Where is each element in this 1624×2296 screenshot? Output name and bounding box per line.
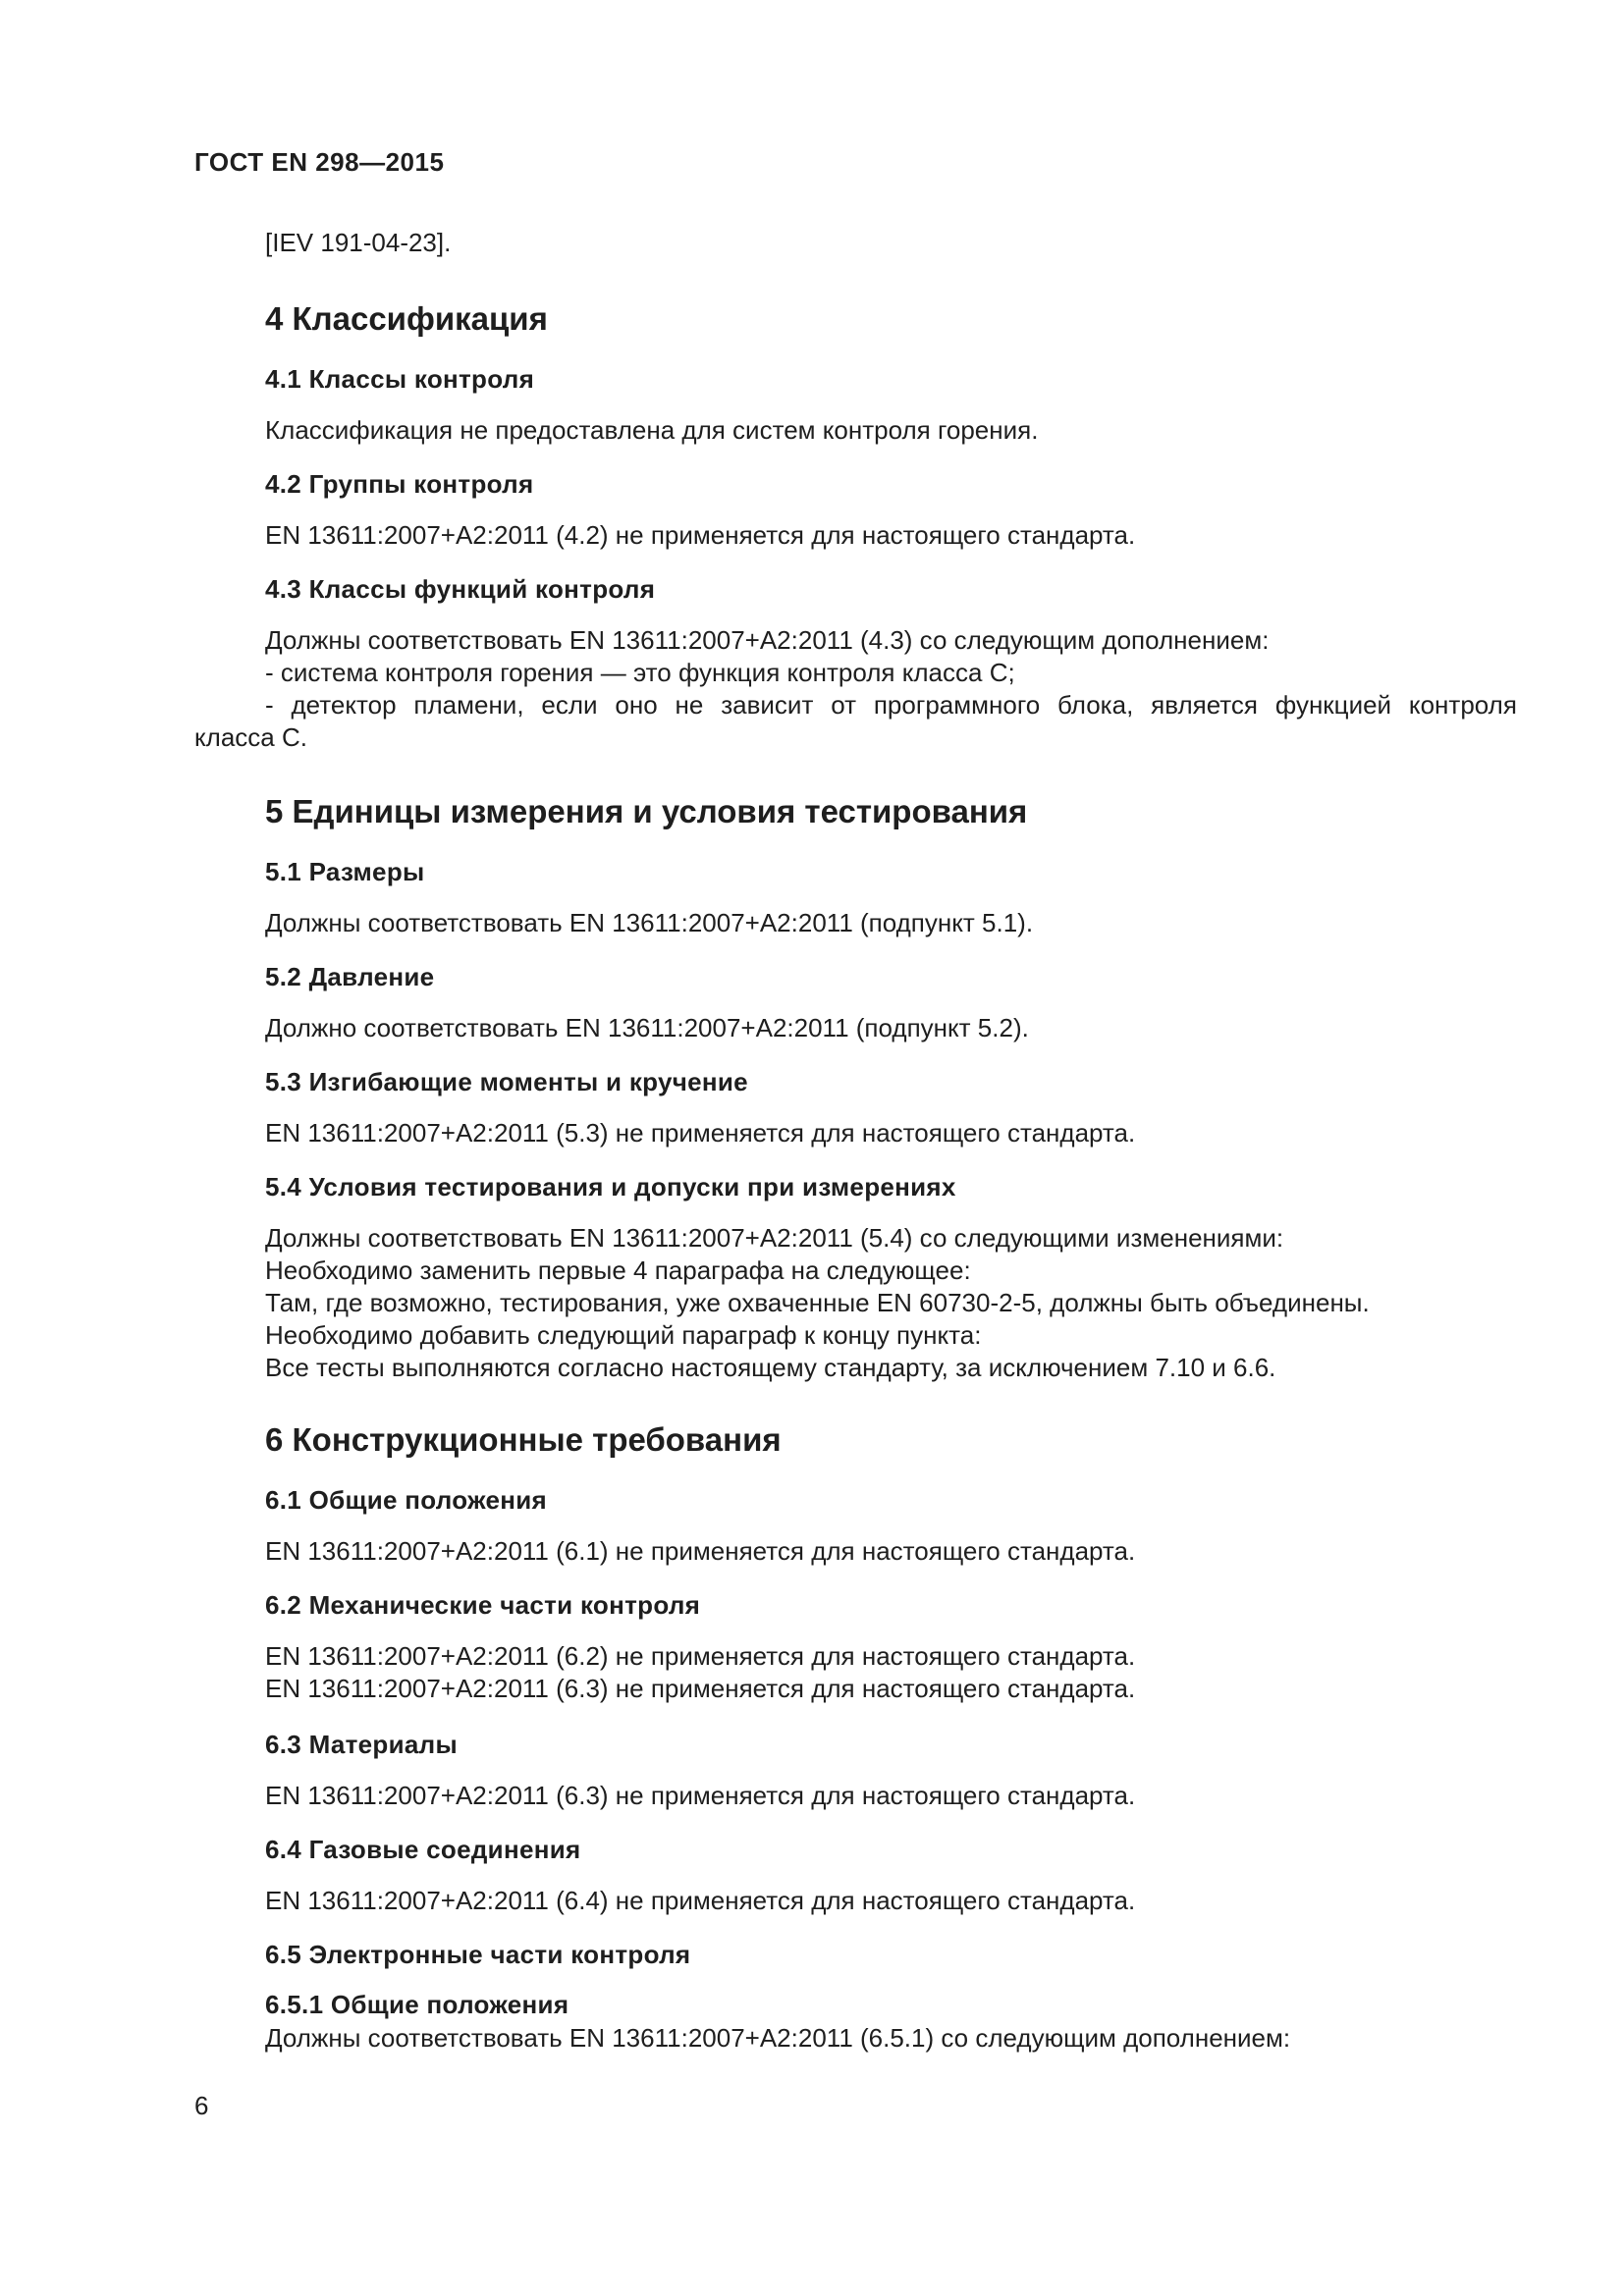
page-number: 6 (194, 2091, 209, 2120)
subsection-6-2-line-1: EN 13611:2007+A2:2011 (6.2) не применяется для настоящего стандарта. (265, 1641, 1136, 1671)
subsection-5-2-heading: 5.2 Давление (265, 962, 435, 991)
word: программного (873, 690, 1041, 720)
subsection-4-3-line-3 (265, 690, 1517, 721)
word: является (1151, 690, 1258, 720)
subsection-4-3-line-4: класса С. (194, 722, 307, 752)
subsection-6-1-text: EN 13611:2007+A2:2011 (6.1) не применяется для настоящего стандарта. (265, 1536, 1136, 1566)
subsection-4-1-heading: 4.1 Классы контроля (265, 364, 535, 394)
subsection-6-2-heading: 6.2 Механические части контроля (265, 1590, 701, 1620)
subsection-4-3-heading: 4.3 Классы функций контроля (265, 574, 656, 604)
section-6-heading: 6 Конструкционные требования (265, 1421, 782, 1458)
subsection-4-1-text: Классификация не предоставлена для систем контроля горения. (265, 415, 1039, 445)
reference-text: [IEV 191-04-23]. (265, 228, 452, 257)
word: - (265, 690, 274, 720)
subsection-5-4-heading: 5.4 Условия тестирования и допуски при измерениях (265, 1172, 956, 1201)
word: от (831, 690, 856, 720)
subsection-5-1-heading: 5.1 Размеры (265, 857, 425, 886)
subsection-5-4-line-2: Необходимо заменить первые 4 параграфа на следующее: (265, 1255, 971, 1285)
word: если (541, 690, 598, 720)
subsection-4-2-text: EN 13611:2007+A2:2011 (4.2) не применяется для настоящего стандарта. (265, 520, 1136, 550)
subsection-5-1-text: Должны соответствовать EN 13611:2007+A2:2011 (подпункт 5.1). (265, 908, 1034, 937)
subsection-6-4-text: EN 13611:2007+A2:2011 (6.4) не применяется для настоящего стандарта. (265, 1886, 1136, 1915)
section-5-heading: 5 Единицы измерения и условия тестирования (265, 793, 1028, 829)
subsection-6-3-heading: 6.3 Материалы (265, 1730, 458, 1759)
subsection-5-3-text: EN 13611:2007+A2:2011 (5.3) не применяется для настоящего стандарта. (265, 1118, 1136, 1148)
word: функцией (1274, 690, 1392, 720)
word: пламени, (413, 690, 524, 720)
subsection-6-5-1-text: Должны соответствовать EN 13611:2007+A2:2011 (6.5.1) со следующим дополнением: (265, 2023, 1291, 2053)
subsection-5-3-heading: 5.3 Изгибающие моменты и кручение (265, 1067, 748, 1096)
subsection-5-4-line-4: Необходимо добавить следующий параграф к концу пункта: (265, 1320, 982, 1350)
subsection-6-2-line-2: EN 13611:2007+A2:2011 (6.3) не применяется для настоящего стандарта. (265, 1674, 1136, 1703)
section-4-heading: 4 Классификация (265, 300, 548, 337)
word: не (675, 690, 704, 720)
subsection-6-5-heading: 6.5 Электронные части контроля (265, 1940, 691, 1969)
running-head: ГОСТ EN 298—2015 (194, 147, 445, 177)
subsection-6-3-text: EN 13611:2007+A2:2011 (6.3) не применяется для настоящего стандарта. (265, 1781, 1136, 1810)
subsection-5-4-line-5: Все тесты выполняются согласно настоящему стандарту, за исключением 7.10 и 6.6. (265, 1353, 1276, 1382)
subsection-5-4-line-1: Должны соответствовать EN 13611:2007+A2:2011 (5.4) со следующими изменениями: (265, 1223, 1284, 1253)
word: оно (615, 690, 658, 720)
word: контроля (1408, 690, 1517, 720)
subsection-6-5-1-heading: 6.5.1 Общие положения (265, 1990, 569, 2019)
subsection-5-4-line-3: Там, где возможно, тестирования, уже охваченные EN 60730-2-5, должны быть объединены. (265, 1288, 1370, 1317)
subsection-5-2-text: Должно соответствовать EN 13611:2007+A2:2011 (подпункт 5.2). (265, 1013, 1029, 1042)
subsection-6-4-heading: 6.4 Газовые соединения (265, 1835, 581, 1864)
subsection-4-3-line-1: Должны соответствовать EN 13611:2007+A2:2011 (4.3) со следующим дополнением: (265, 625, 1270, 655)
subsection-6-1-heading: 6.1 Общие положения (265, 1485, 548, 1515)
word: зависит (721, 690, 814, 720)
word: блока, (1057, 690, 1134, 720)
word: детектор (291, 690, 397, 720)
subsection-4-2-heading: 4.2 Группы контроля (265, 469, 534, 499)
subsection-4-3-line-2: - система контроля горения — это функция контроля класса С; (265, 658, 1015, 687)
